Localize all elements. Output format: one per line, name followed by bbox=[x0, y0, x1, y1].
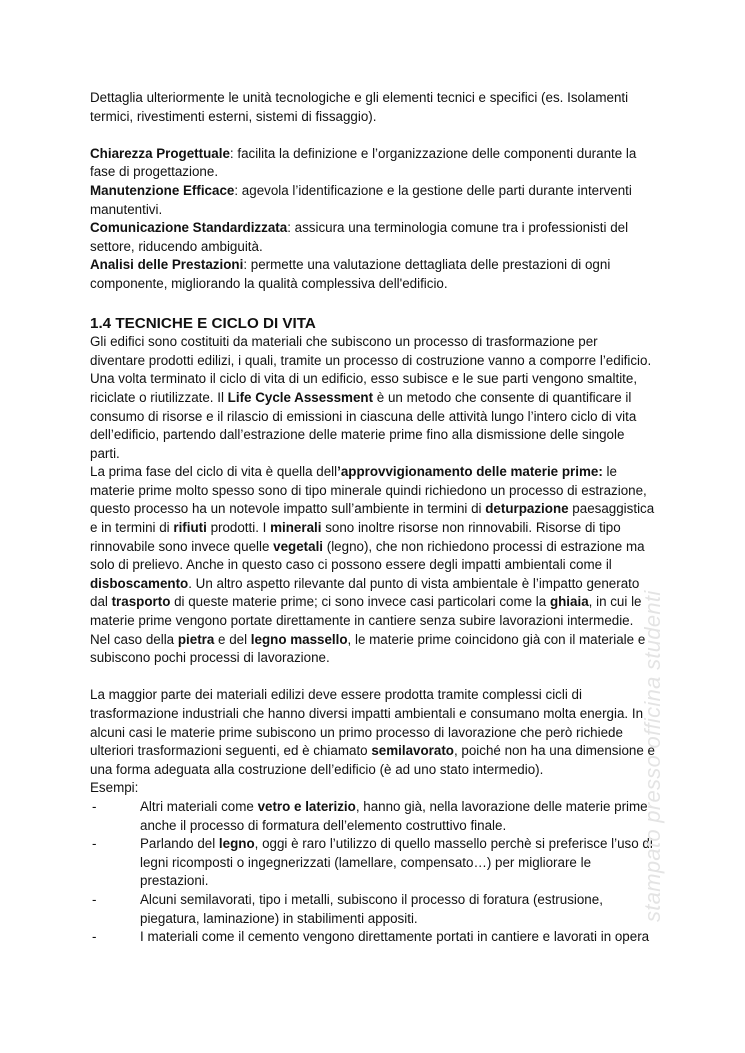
bold-term: semilavorato bbox=[371, 743, 454, 759]
text-run: . Un altro aspetto rilevante dal punto di vista ambientale è l’impatto generato dal bbox=[90, 575, 640, 610]
section-heading: 1.4 TECNICHE E CICLO DI VITA bbox=[90, 315, 316, 333]
text-run: , hanno già, nella lavorazione delle materie prime anche il processo di formatura dell’elemento costruttivo finale. bbox=[140, 798, 648, 833]
text-run: La prima fase del ciclo di vita è quella dell bbox=[90, 464, 338, 480]
text-run: , poiché non ha una dimensione e una forma adeguata alla costruzione dell’edificio (è ad uno stato intermedio). bbox=[90, 743, 655, 777]
bold-term: rifiuti bbox=[173, 520, 207, 536]
bold-term: ’approvvigionamento delle materie prime: bbox=[337, 464, 603, 480]
text-run: le materie prime molto spesso sono di tipo minerale quindi richiedono un processo di estrazione, questo processo ha un notevole impatto sull’ambiente in termini di bbox=[90, 464, 647, 517]
text-run: , oggi è raro l’utilizzo di quello massello perchè si preferisce l’uso di legni ricomposti o ingegnerizzati (lamellare, compensato…) per migliorare le prestazioni. bbox=[140, 836, 653, 889]
bold-term: minerali bbox=[270, 520, 322, 536]
paragraph-raw-materials bbox=[90, 463, 656, 668]
spacer bbox=[90, 126, 656, 145]
bold-term: Life Cycle Assessment bbox=[227, 389, 374, 405]
bold-term: legno bbox=[218, 836, 255, 852]
dash-bullet-icon: - bbox=[92, 891, 97, 907]
text-run: , le materie prime coincidono già con il materiale e subiscono pochi processi di lavorazione. bbox=[90, 631, 646, 666]
text-run: è un metodo che consente di quantificare il consumo di risorse e il rilascio di emissioni in ciascuna delle attività lungo l’intero ciclo di vita dell’edificio, partendo dall’estrazione delle materie prime fino alla dismissione delle singole parti. bbox=[90, 389, 637, 461]
list-item bbox=[92, 835, 656, 891]
spacer bbox=[90, 668, 656, 687]
benefit-term: Comunicazione Standardizzata bbox=[90, 220, 288, 236]
text-run: , in cui le materie prime vengono portate direttamente in cantiere senza subire lavorazioni intermedie. Nel caso della bbox=[90, 594, 642, 647]
bold-term: vegetali bbox=[273, 538, 324, 554]
benefit-desc: : permette una valutazione dettagliata delle prestazioni di ogni componente, migliorando la qualità complessiva dell'edificio. bbox=[90, 257, 611, 291]
document-page bbox=[90, 89, 656, 947]
text-run: Alcuni semilavorati, tipo i metalli, subiscono il processo di foratura (estrusione, piegatura, laminazione) in stabilimenti appositi. bbox=[140, 891, 603, 926]
examples-list bbox=[90, 798, 656, 947]
benefit-item bbox=[90, 219, 656, 256]
text-run: paesaggistica e in termini di bbox=[90, 501, 655, 536]
paragraph-lifecycle-intro bbox=[90, 333, 656, 463]
text-run: di queste materie prime; ci sono invece casi particolari come la bbox=[170, 594, 550, 610]
bold-term: legno massello bbox=[250, 631, 348, 647]
paragraph-semifinished bbox=[90, 686, 656, 779]
dash-bullet-icon: - bbox=[92, 929, 97, 945]
watermark: stampato presso officina studenti bbox=[640, 590, 665, 922]
benefit-desc: : agevola l’identificazione e la gestione delle parti durante interventi manutentivi. bbox=[90, 182, 632, 217]
text-run: sono inoltre risorse non rinnovabili. Risorse di tipo rinnovabile sono invece quelle bbox=[90, 520, 621, 554]
bold-term: pietra bbox=[177, 631, 215, 647]
text-run: Altri materiali come bbox=[140, 798, 258, 814]
bold-term: trasporto bbox=[111, 594, 171, 610]
bold-term: ghiaia bbox=[549, 594, 589, 610]
text-run: e del bbox=[214, 631, 251, 647]
dash-bullet-icon: - bbox=[92, 798, 97, 814]
text-run: La maggior parte dei materiali edilizi deve essere prodotta tramite complessi cicli di trasformazione industriali che hanno diversi impatti ambientali e consumano molta energia. In alcuni casi le materie prime subiscono un primo processo di lavorazione che però richiede ulteriori trasformazioni seguenti, ed è chiamato bbox=[90, 687, 644, 759]
benefit-item bbox=[90, 182, 656, 219]
spacer bbox=[90, 294, 656, 313]
benefit-term: Chiarezza Progettuale bbox=[90, 145, 230, 161]
benefit-term: Analisi delle Prestazioni bbox=[90, 257, 244, 273]
bold-term: vetro e laterizio bbox=[257, 798, 356, 814]
benefit-item bbox=[90, 256, 656, 293]
list-item bbox=[92, 928, 656, 947]
benefit-item bbox=[90, 145, 656, 182]
text-run: (legno), che non richiedono processi di estrazione ma solo di prelievo. Anche in questo caso ci possono essere degli impatti ambientali come il bbox=[90, 538, 645, 573]
intro-paragraph: Dettaglia ulteriormente le unità tecnologiche e gli elementi tecnici e specifici (es. Isolamenti termici, rivestimenti esterni, sistemi di fissaggio). bbox=[90, 90, 629, 124]
text-run: prodotti. I bbox=[206, 520, 271, 536]
benefit-desc: : assicura una terminologia comune tra i professionisti del settore, riducendo ambiguità. bbox=[90, 220, 629, 254]
bold-term: disboscamento bbox=[90, 575, 189, 591]
benefit-term: Manutenzione Efficace bbox=[90, 182, 235, 198]
examples-label: Esempi: bbox=[90, 780, 139, 796]
benefit-desc: : facilita la definizione e l’organizzazione delle componenti durante la fase di progettazione. bbox=[90, 145, 637, 180]
list-item bbox=[92, 798, 656, 835]
dash-bullet-icon: - bbox=[92, 836, 97, 852]
list-item bbox=[92, 891, 656, 928]
text-run: Parlando del bbox=[140, 836, 219, 852]
bold-term: deturpazione bbox=[485, 501, 569, 517]
text-run: Gli edifici sono costituiti da materiali che subiscono un processo di trasformazione per diventare prodotti edilizi, i quali, tramite un processo di costruzione vanno a comporre l’edificio. Una volta terminato il ciclo di vita di un edificio, esso subisce e le sue parti vengono smaltite, riciclate o riutilizzate. Il bbox=[90, 334, 652, 405]
text-run: I materiali come il cemento vengono direttamente portati in cantiere e lavorati in opera bbox=[140, 929, 650, 945]
